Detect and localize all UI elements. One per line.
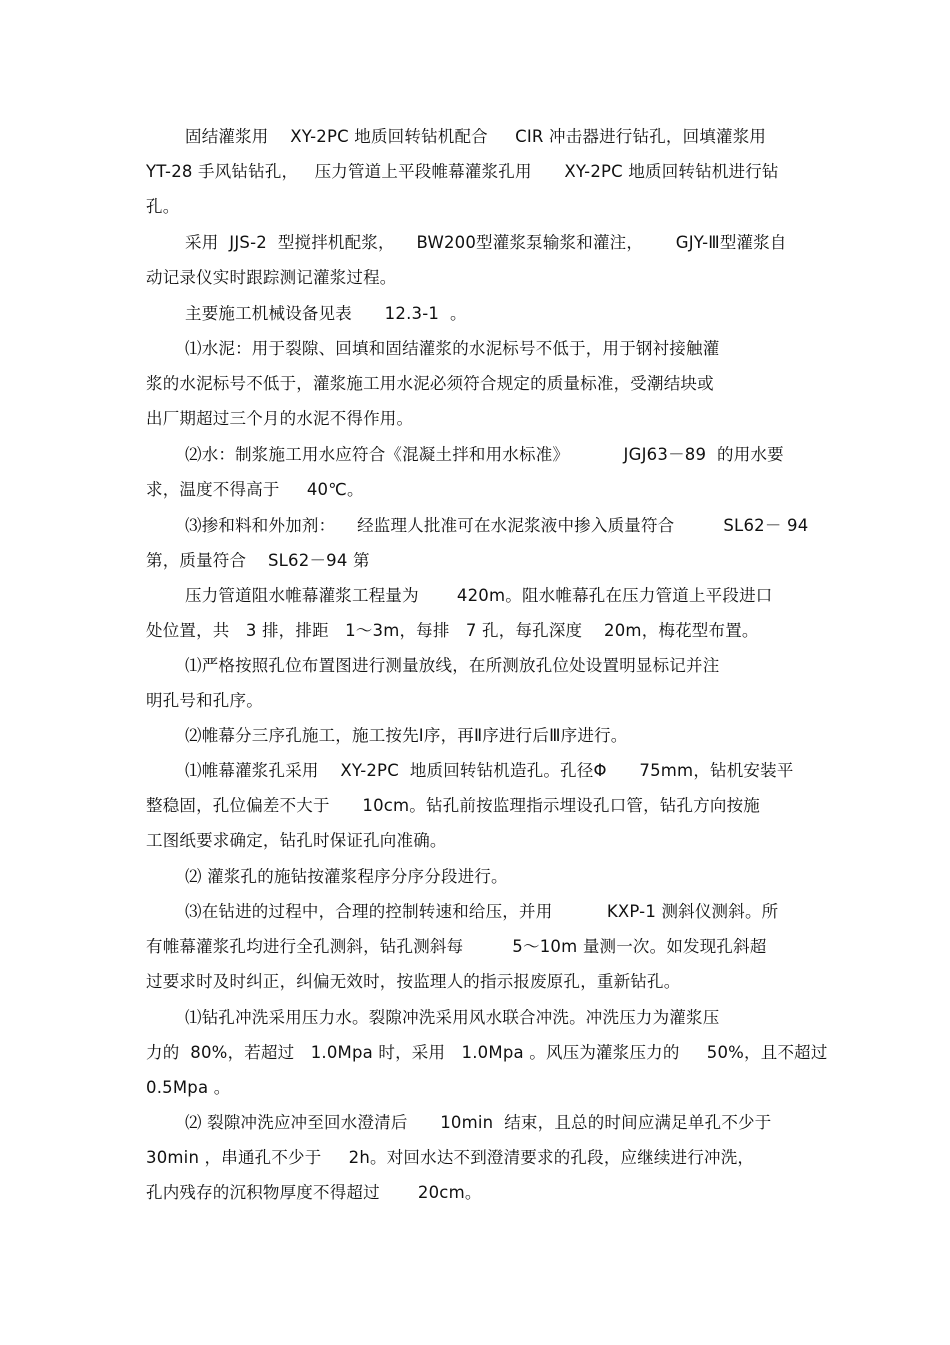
text-line-31: 孔内残存的沉积物厚度不得超过 20cm。	[146, 1183, 482, 1202]
text-line-24: 有帷幕灌浆孔均进行全孔测斜，钻孔测斜每 5～10m 量测一次。如发现孔斜超	[146, 937, 767, 956]
text-line-8: 浆的水泥标号不低于，灌浆施工用水泥必须符合规定的质量标准，受潮结块或	[146, 374, 714, 393]
text-line-30: 30min ，串通孔不少于 2h。对回水达不到澄清要求的孔段，应继续进行冲洗，	[146, 1148, 755, 1167]
text-line-29: ⑵ 裂隙冲洗应冲至回水澄清后 10min 结束，且总的时间应满足单孔不少于	[185, 1113, 772, 1132]
text-line-27: 力的 80%，若超过 1.0Mpa 时，采用 1.0Mpa 。风压为灌浆压力的 50%，且不超过	[146, 1043, 828, 1062]
text-line-12: ⑶掺和料和外加剂： 经监理人批准可在水泥浆液中掺入质量符合 SL62－ 94	[185, 516, 809, 535]
text-line-21: 工图纸要求确定，钻孔时保证孔向准确。	[146, 831, 447, 850]
text-line-19: ⑴帷幕灌浆孔采用 XY-2PC 地质回转钻机造孔。孔径Φ 75mm，钻机安装平	[185, 761, 794, 780]
text-line-17: 明孔号和孔序。	[146, 691, 263, 710]
text-line-15: 处位置，共 3 排，排距 1～3m，每排 7 孔，每孔深度 20m，梅花型布置。	[146, 621, 759, 640]
text-line-22: ⑵ 灌浆孔的施钻按灌浆程序分序分段进行。	[185, 867, 508, 886]
text-line-3: 孔。	[146, 197, 180, 216]
text-line-6: 主要施工机械设备见表 12.3-1 。	[185, 304, 467, 323]
text-line-5: 动记录仪实时跟踪测记灌浆过程。	[146, 268, 397, 287]
text-line-1: 固结灌浆用 XY-2PC 地质回转钻机配合 CIR 冲击器进行钻孔，回填灌浆用	[185, 127, 767, 146]
text-line-7: ⑴水泥：用于裂隙、回填和固结灌浆的水泥标号不低于，用于钢衬接触灌	[185, 339, 720, 358]
text-line-25: 过要求时及时纠正，纠偏无效时，按监理人的指示报废原孔，重新钻孔。	[146, 972, 681, 991]
text-line-18: ⑵帷幕分三序孔施工，施工按先Ⅰ序，再Ⅱ序进行后Ⅲ序进行。	[185, 726, 628, 745]
text-line-20: 整稳固，孔位偏差不大于 10cm。钻孔前按监理指示埋设孔口管，钻孔方向按施	[146, 796, 761, 815]
text-line-10: ⑵水：制浆施工用水应符合《混凝土拌和用水标准》 JGJ63－89 的用水要	[185, 445, 784, 464]
text-line-26: ⑴钻孔冲洗采用压力水。裂隙冲洗采用风水联合冲洗。冲洗压力为灌浆压	[185, 1008, 720, 1027]
text-line-14: 压力管道阻水帷幕灌浆工程量为 420m。阻水帷幕孔在压力管道上平段进口	[185, 586, 773, 605]
text-line-13: 第，质量符合 SL62－94 第	[146, 551, 370, 570]
text-line-4: 采用 JJS-2 型搅拌机配浆， BW200型灌浆泵输浆和灌注， GJY-Ⅲ型灌浆自	[185, 233, 787, 252]
text-line-2: YT-28 手风钻钻孔， 压力管道上平段帷幕灌浆孔用 XY-2PC 地质回转钻机进行钻	[146, 162, 779, 181]
text-line-28: 0.5Mpa 。	[146, 1078, 231, 1097]
text-line-11: 求，温度不得高于 40℃。	[146, 480, 364, 499]
text-line-16: ⑴严格按照孔位布置图进行测量放线，在所测放孔位处设置明显标记并注	[185, 656, 720, 675]
text-line-23: ⑶在钻进的过程中，合理的控制转速和给压，并用 KXP-1 测斜仪测斜。所	[185, 902, 779, 921]
text-line-9: 出厂期超过三个月的水泥不得作用。	[146, 409, 414, 428]
